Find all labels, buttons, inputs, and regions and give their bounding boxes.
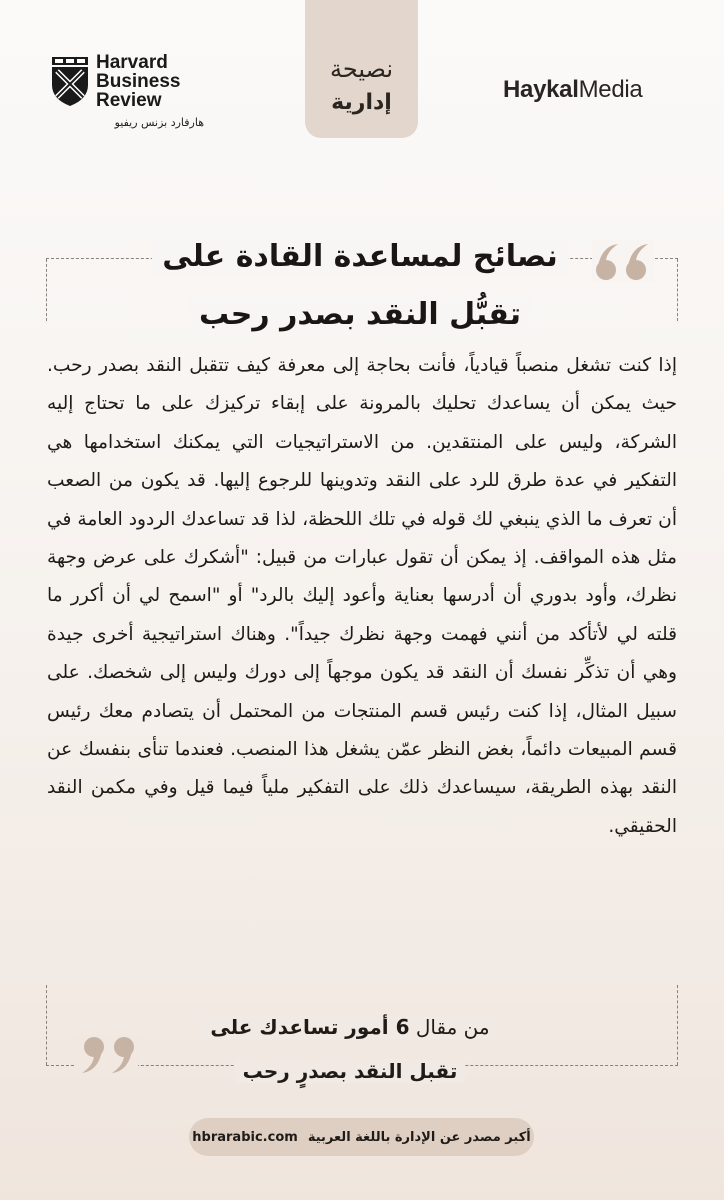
source-prefix: من مقال [415,1015,490,1039]
title-line-2: تقبُّل النقد بصدر رحب [189,297,531,332]
footer-website[interactable]: hbrarabic.com [192,1129,298,1145]
article-body: إذا كنت تشغل منصباً قيادياً، فأنت بحاجة إلى معرفة كيف تتقبل النقد بصدر رحب. حيث يمكن أن يساعدك تحليك بالمرونة على إبقاء تركيزك على ما تحتاج إليه الشركة، وليس على المنتقدين. من الاستراتيجيات التي يمكنك استخدامها هي التفكير في عدة طرق للرد على النقد وتدوينها للرجوع إليها. قد يكون من الصعب أن تعرف ما الذي ينبغي لك قوله في تلك اللحظة، لذا قد تساعدك الردود العامة في مثل هذه المواقف. إذ يمكن أن تقول عبارات من قبيل: "أشكرك على عرض وجهة نظرك، وأود بدوري أن أدرسها بعناية وأعود إليك بالرد" أو "اسمح لي أن أكرر ما قلته لي لأتأكد من أنني فهمت وجهة نظرك جيداً". وهناك استراتيجية أخرى جيدة وهي أن تذكِّر نفسك أن النقد قد يكون موجهاً إلى دورك وليس إلى شخصك. على سبيل المثال، إذا كنت رئيس قسم المنتجات من المحتمل أن يتصادم معك رئيس قسم المبيعات دائماً، بغض النظر عمّن يشغل هذا المنصب. فعندما تنأى بنفسك عن النقد بهذه الطريقة، سيساعدك ذلك على التفكير ملياً فيما قيل وفي مكمن النقد الحقيقي. [47,355,677,837]
hbr-shield-icon [51,57,89,107]
footer-tagline: أكبر مصدر عن الإدارة باللغة العربية [307,1129,531,1145]
article-title [150,228,570,344]
source-title-part1: 6 أمور تساعدك على [210,1015,410,1039]
opening-quote-icon [592,240,654,282]
haykal-media-logo: HaykalMedia [503,76,643,103]
title-line-1: نصائح لمساعدة القادة على [152,239,568,274]
tab-line1: نصيحة [329,55,394,83]
footer-pill [189,1118,534,1156]
source-title-part2: تقبل النقد بصدرٍ رحب [235,1059,466,1083]
hbr-wordmark: Harvard Business Review [96,52,181,111]
hbr-arabic-name: هارفارد بزنس ريفيو [114,116,204,129]
source-citation [150,1005,550,1093]
tab-line2: إدارية [331,90,392,115]
category-tab [305,0,418,138]
closing-quote-icon [76,1035,138,1077]
